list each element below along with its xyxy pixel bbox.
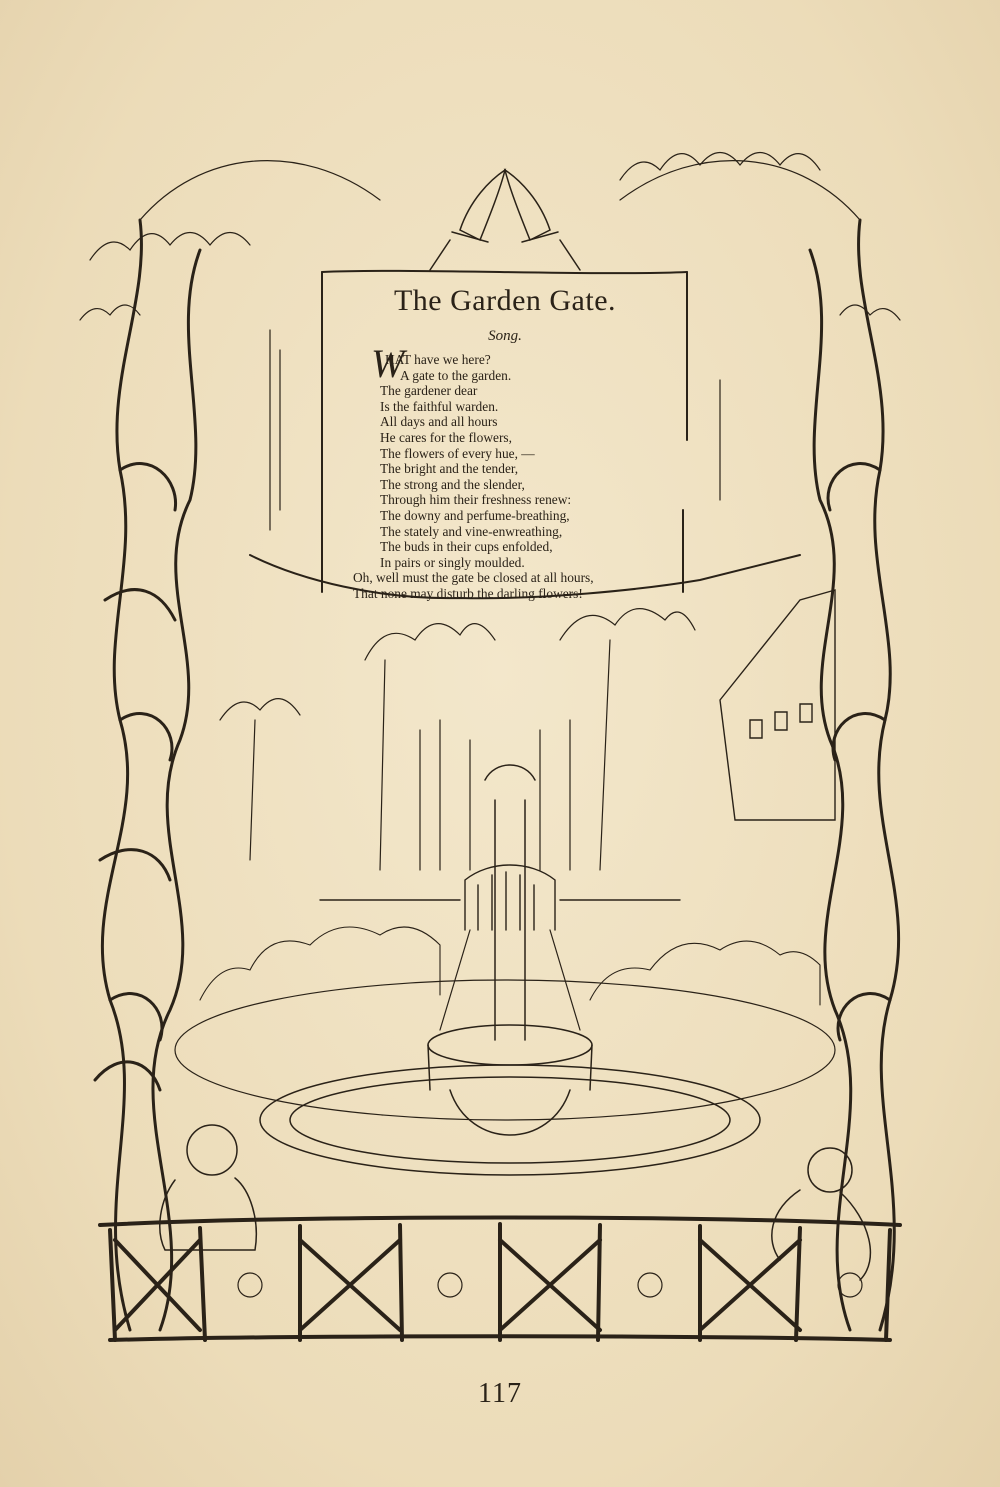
- poem-title: The Garden Gate.: [393, 284, 617, 317]
- poem-line: The flowers of every hue, —: [380, 445, 535, 461]
- poem-line: Through him their freshness renew:: [380, 492, 572, 508]
- background-trees: [220, 609, 695, 870]
- poem-line: That none may disturb the darling flowers!: [353, 585, 583, 601]
- poem-line: The strong and the slender,: [380, 476, 525, 492]
- poem-line: He cares for the flowers,: [380, 429, 512, 445]
- poem-line: The stately and vine-enwreathing,: [380, 523, 563, 539]
- page-number: 117: [478, 1378, 522, 1409]
- poem-line: The bright and the tender,: [380, 461, 519, 477]
- poem-line: The buds in their cups enfolded,: [380, 539, 553, 555]
- right-vine-column: [810, 220, 899, 1330]
- poem-line: HAT have we here?: [385, 352, 491, 367]
- poem-line: The downy and perfume-breathing,: [380, 507, 570, 523]
- distant-garden-gate: [320, 865, 680, 930]
- fountain: [260, 765, 760, 1175]
- poem-line: In pairs or singly moulded.: [380, 554, 525, 570]
- praying-hands-icon: [430, 170, 580, 270]
- poem-line: Is the faithful warden.: [380, 398, 499, 414]
- poem-line: All days and all hours: [380, 414, 498, 430]
- poem-dropcap: W: [371, 341, 405, 386]
- poem-line: The gardener dear: [380, 383, 478, 399]
- rustic-fence: [100, 1218, 900, 1341]
- house: [720, 590, 835, 820]
- bushes: [200, 927, 820, 1005]
- poem-subtitle: Song.: [488, 328, 522, 344]
- poem-line: Oh, well must the gate be closed at all hours,: [353, 570, 594, 586]
- poem-panel: [327, 272, 683, 601]
- poem-text: [341, 352, 681, 602]
- poem-line: A gate to the garden.: [400, 367, 512, 383]
- left-vine-column: [95, 220, 200, 1330]
- children: [160, 1125, 871, 1280]
